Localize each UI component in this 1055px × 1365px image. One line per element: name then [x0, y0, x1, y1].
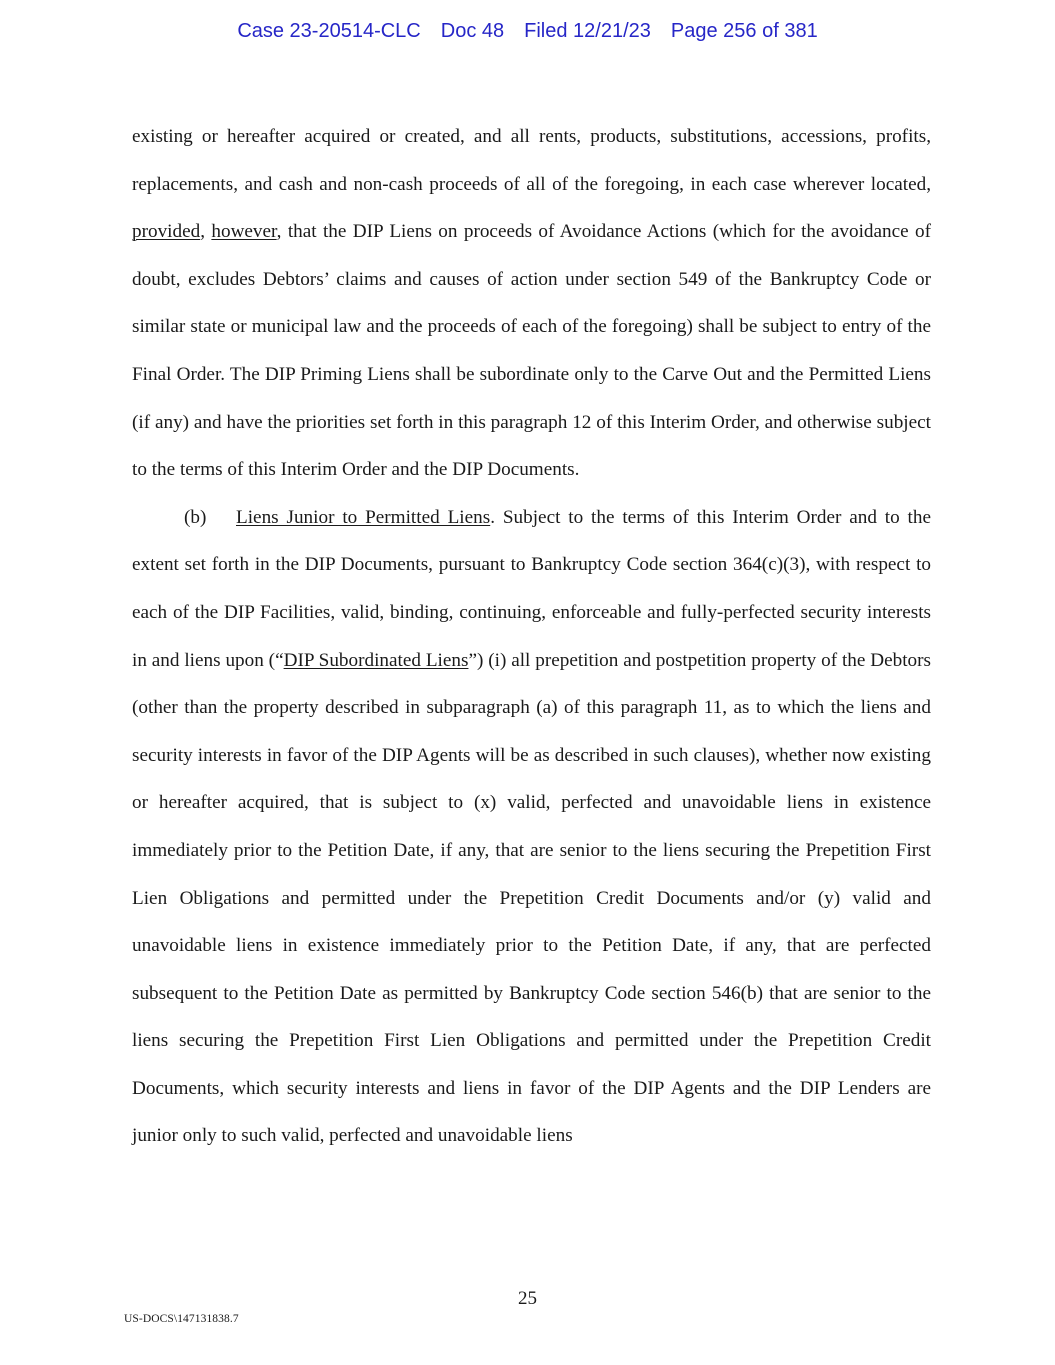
comma-separator: ,	[200, 221, 212, 243]
paragraph-b	[132, 494, 931, 1160]
defined-term: DIP Subordinated Liens	[283, 649, 469, 671]
subparagraph-marker: (b)	[184, 506, 207, 528]
page-number: 25	[518, 1288, 537, 1309]
provided-term: provided	[132, 221, 201, 243]
paragraph-text: existing or hereafter acquired or created, and all rents, products, substitutions, accessions, profits, replacements, and cash and non-cash proceeds of all of the foregoing, in each case wherever located,	[132, 126, 931, 195]
paragraph-text: . Subject to the terms of this Interim Order and to the extent set forth in the DIP Documents, pursuant to Bankruptcy Code section 364(c)(3), with respect to each of the DIP Facilities, valid, binding, continuing, enforceable and fully-perfected security interests in and liens upon (“	[132, 506, 931, 671]
subparagraph-heading: Liens Junior to Permitted Liens	[236, 506, 491, 528]
document-body	[132, 113, 931, 1160]
however-term: however	[211, 221, 277, 243]
docket-number: Doc 48	[440, 20, 505, 42]
document-id: US-DOCS\147131838.7	[124, 1313, 239, 1325]
page-indicator: Page 256 of 381	[670, 20, 818, 42]
court-filing-header	[0, 20, 1055, 43]
case-number: Case 23-20514-CLC	[237, 20, 421, 42]
paragraph-text: ”) (i) all prepetition and postpetition property of the Debtors (other than the property described in subparagraph (a) of this paragraph 11, as to which the liens and security interests in favor of the DIP Agents will be as described in such clauses), whether now existing or hereafter acquired, that is subject to (x) valid, perfected and unavoidable liens in existence immediately prior to the Petition Date, if any, that are senior to the liens securing the Prepetition First Lien Obligations and permitted under the Prepetition Credit Documents and/or (y) valid and unavoidable liens in existence immediately prior to the Petition Date, if any, that are perfected subsequent to the Petition Date as permitted by Bankruptcy Code section 546(b) that are senior to the liens securing the Prepetition First Lien Obligations and permitted under the Prepetition Credit Documents, which security interests and liens in favor of the DIP Agents and the DIP Lenders are junior only to such valid, perfected and unavoidable liens	[132, 649, 931, 1147]
filed-date: Filed 12/21/23	[524, 20, 651, 42]
paragraph-continued	[132, 113, 931, 494]
paragraph-text: , that the DIP Liens on proceeds of Avoidance Actions (which for the avoidance of doubt, excludes Debtors’ claims and causes of action under section 549 of the Bankruptcy Code or similar state or municipal law and the proceeds of each of the foregoing) shall be subject to entry of the Final Order. The DIP Priming Liens shall be subordinate only to the Carve Out and the Permitted Liens (if any) and have the priorities set forth in this paragraph 12 of this Interim Order, and otherwise subject to the terms of this Interim Order and the DIP Documents.	[132, 221, 931, 481]
